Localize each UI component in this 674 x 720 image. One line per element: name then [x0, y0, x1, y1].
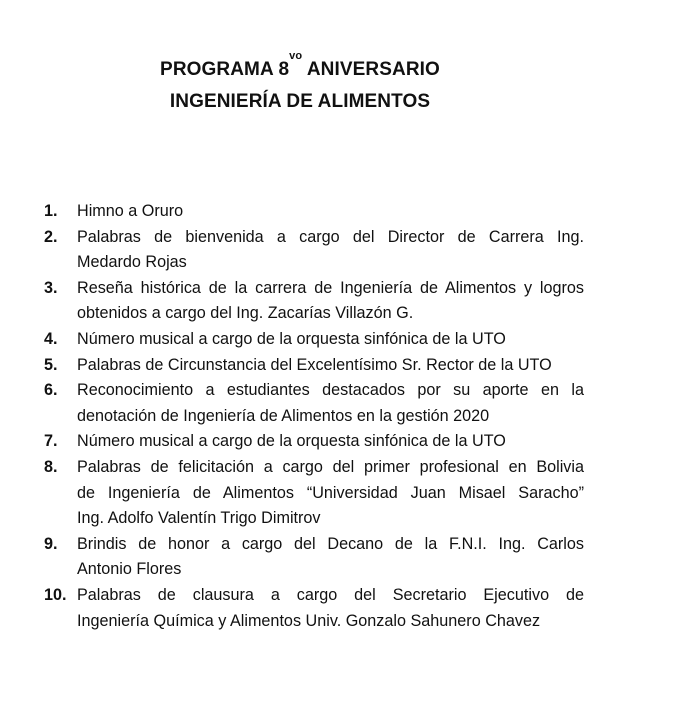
agenda-item-6 [44, 378, 584, 429]
agenda-item-line: Número musical a cargo de la orquesta sinfónica de la UTO [77, 329, 506, 348]
agenda-item-line: Reconocimiento a estudiantes destacados por su aporte en la [77, 381, 584, 400]
agenda-item-line: de Ingeniería de Alimentos “Universidad Juan Misael Saracho” [77, 483, 584, 502]
agenda-item-number: 1. [44, 202, 58, 220]
agenda-item-line: Reseña histórica de la carrera de Ingeniería de Alimentos y logros [77, 278, 584, 297]
agenda-item-9 [44, 532, 584, 583]
agenda-item-text [77, 455, 584, 532]
agenda-item-line: Número musical a cargo de la orquesta sinfónica de la UTO [77, 432, 506, 451]
title-prefix: PROGRAMA 8 [160, 59, 290, 80]
agenda-item-line: Palabras de Circunstancia del Excelentísimo Sr. Rector de la UTO [77, 355, 552, 374]
agenda-item-line: Ing. Adolfo Valentín Trigo Dimitrov [77, 509, 321, 528]
agenda-item-text [77, 429, 584, 455]
agenda-item-4 [44, 327, 584, 353]
agenda-item-text [77, 378, 584, 429]
agenda-item-number: 7. [44, 432, 58, 451]
agenda-item-text [77, 327, 584, 353]
agenda-item-line: Medardo Rojas [77, 253, 187, 272]
agenda-item-number: 5. [44, 355, 58, 374]
agenda-item-number: 2. [44, 227, 58, 246]
agenda-item-line: Palabras de clausura a cargo del Secretario Ejecutivo de [77, 585, 584, 604]
agenda-item-line: obtenidos a cargo del Ing. Zacarías Villazón G. [77, 304, 414, 323]
agenda-item-line: Ingeniería Química y Alimentos Univ. Gonzalo Sahunero Chavez [77, 611, 541, 630]
agenda-item-line: Antonio Flores [77, 560, 182, 579]
agenda-item-line: Brindis de honor a cargo del Decano de la F.N.I. Ing. Carlos [77, 534, 584, 553]
agenda-list [44, 199, 584, 634]
agenda-item-7 [44, 429, 584, 455]
agenda-item-number: 10. [44, 585, 67, 604]
agenda-item-text [77, 353, 584, 379]
agenda-item-text [77, 276, 584, 327]
agenda-item-line: Himno a Oruro [77, 202, 184, 220]
agenda-item-number: 6. [44, 381, 58, 400]
agenda-item-3 [44, 276, 584, 327]
agenda-item-line: denotación de Ingeniería de Alimentos en la gestión 2020 [77, 406, 490, 425]
agenda-item-10 [44, 583, 584, 634]
agenda-item-number: 3. [44, 278, 58, 297]
document-title-line1 [110, 50, 490, 82]
agenda-item-2 [44, 225, 584, 276]
document-title-line2: INGENIERÍA DE ALIMENTOS [169, 91, 431, 112]
agenda-item-text [77, 532, 584, 583]
agenda-item-number: 8. [44, 457, 58, 476]
agenda-item-8 [44, 455, 584, 532]
agenda-item-number: 4. [44, 329, 58, 348]
agenda-item-line: Palabras de felicitación a cargo del primer profesional en Bolivia [77, 457, 584, 476]
agenda-item-line: Palabras de bienvenida a cargo del Director de Carrera Ing. [77, 227, 584, 246]
agenda-item-text [77, 199, 584, 225]
agenda-item-number: 9. [44, 534, 58, 553]
title-suffix: ANIVERSARIO [302, 59, 440, 80]
agenda-item-text [77, 583, 584, 634]
agenda-item-text [77, 225, 584, 276]
title-superscript: vo [289, 50, 303, 62]
agenda-item-5 [44, 353, 584, 379]
agenda-item-1 [44, 199, 584, 225]
